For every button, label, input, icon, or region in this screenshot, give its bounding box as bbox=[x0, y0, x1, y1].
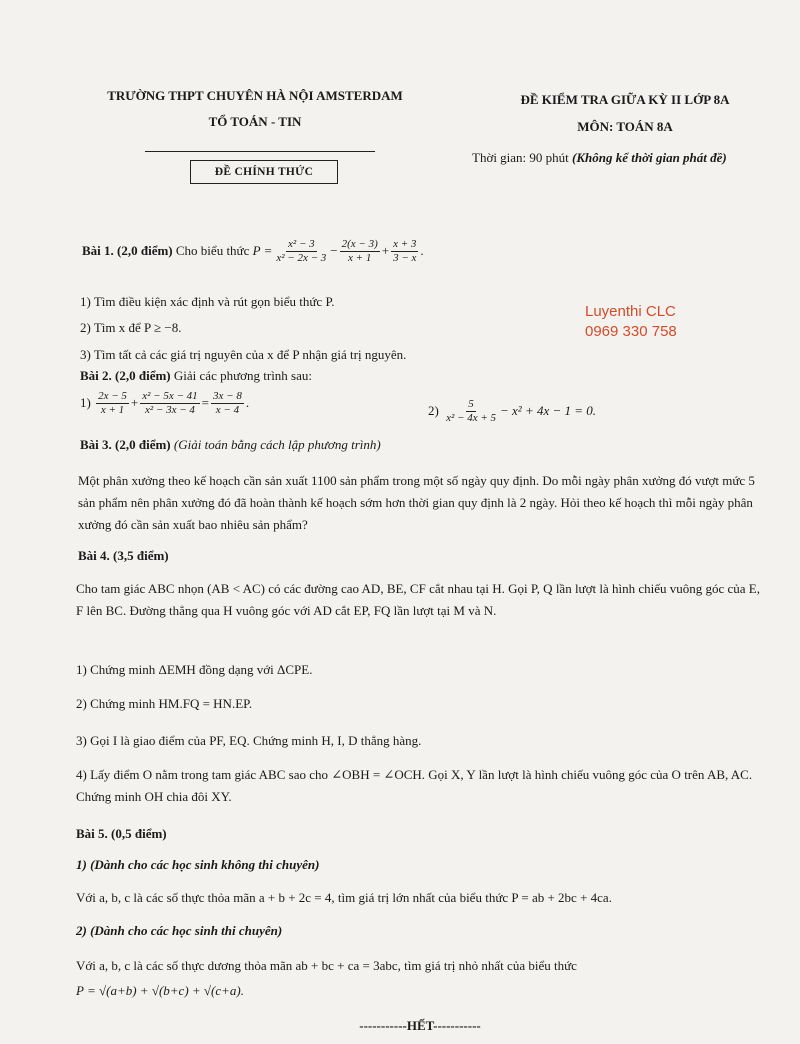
bai2-eq2-rest: − x² + 4x − 1 = 0. bbox=[500, 403, 597, 419]
bai2-eq2-label: 2) bbox=[428, 403, 439, 419]
bai1-intro: Cho biểu thức bbox=[175, 243, 250, 259]
time-note: (Không kể thời gian phát đề) bbox=[572, 150, 727, 165]
end-marker: -----------HẾT----------- bbox=[359, 1018, 481, 1033]
bai2-eq2 bbox=[428, 398, 596, 424]
bai2-eq1-end: . bbox=[245, 395, 250, 411]
department-name: TỔ TOÁN - TIN bbox=[208, 114, 302, 129]
bai1-op2: + bbox=[381, 243, 390, 259]
bai4-title: Bài 4. (3,5 điểm) bbox=[78, 548, 169, 563]
ad-line-1: Luyenthi CLC bbox=[585, 303, 676, 320]
bai1-f2-num: 2(x − 3) bbox=[341, 238, 378, 250]
bai2-eq1 bbox=[80, 390, 249, 416]
bai1-q2: 2) Tìm x để P ≥ −8. bbox=[80, 320, 182, 335]
bai3-title: Bài 3. (2,0 điểm) bbox=[80, 437, 171, 452]
bai2-eq2-f-num: 5 bbox=[468, 398, 474, 410]
bai2-eq1-f2-den: x² − 3x − 4 bbox=[145, 403, 195, 416]
bai1-f2-den: x + 1 bbox=[348, 251, 372, 264]
bai2-intro: Giải các phương trình sau: bbox=[173, 368, 312, 383]
bai1-P: P = bbox=[252, 243, 273, 259]
bai2-eq1-f1 bbox=[96, 390, 129, 416]
bai2-heading bbox=[80, 368, 312, 384]
subject-title: MÔN: TOÁN 8A bbox=[577, 119, 673, 134]
official-badge: ĐỀ CHÍNH THỨC bbox=[190, 160, 338, 184]
bai5-part2-label: 2) (Dành cho các học sinh thi chuyên) bbox=[76, 923, 283, 938]
bai2-eq1-label: 1) bbox=[80, 395, 91, 411]
time-line bbox=[472, 150, 727, 166]
bai4-q4: 4) Lấy điểm O nằm trong tam giác ABC sao cho ∠OBH = ∠OCH. Gọi X, Y lần lượt là hình chiếu vuông góc của O trên AB, AC. Chứng minh OH chia đôi XY. bbox=[76, 767, 753, 804]
bai1-f3-num: x + 3 bbox=[393, 238, 417, 250]
bai2-title: Bài 2. (2,0 điểm) bbox=[80, 368, 171, 383]
bai4-q3: 3) Gọi I là giao điểm của PF, EQ. Chứng minh H, I, D thẳng hàng. bbox=[76, 733, 422, 748]
bai2-eq1-f1-den: x + 1 bbox=[100, 403, 125, 416]
bai1-f1-num: x² − 3 bbox=[288, 238, 315, 250]
bai1-statement bbox=[82, 238, 424, 264]
bai1-fraction-3 bbox=[391, 238, 418, 264]
bai5-part1-label: 1) (Dành cho các học sinh không thi chuyên) bbox=[76, 857, 320, 872]
bai1-op1: − bbox=[330, 243, 338, 259]
bai1-f3-den: 3 − x bbox=[393, 251, 417, 264]
ad-line-2: 0969 330 758 bbox=[585, 323, 677, 340]
bai1-q3: 3) Tìm tất cả các giá trị nguyên của x để P nhận giá trị nguyên. bbox=[80, 347, 407, 362]
bai5-part2-body: Với a, b, c là các số thực dương thỏa mãn ab + bc + ca = 3abc, tìm giá trị nhỏ nhất của biểu thức bbox=[76, 958, 577, 973]
bai4-q2: 2) Chứng minh HM.FQ = HN.EP. bbox=[76, 696, 253, 711]
ad-watermark bbox=[585, 302, 677, 342]
bai3-body: Một phân xưởng theo kế hoạch cần sản xuất 1100 sản phẩm trong một số ngày quy định. Do mỗi ngày phân xưởng đó vượt mức 5 sản phẩm nên phân xưởng đó đã hoàn thành kế hoạch sớm hơn thời gian quy định là 2 ngày. Hỏi theo kế hoạch thì mỗi ngày phân xưởng đó cần sản xuất bao nhiêu sản phẩm? bbox=[78, 473, 755, 532]
bai2-eq1-f3-num: 3x − 8 bbox=[213, 390, 242, 402]
bai1-f1-den: x² − 2x − 3 bbox=[276, 251, 327, 264]
header-divider bbox=[145, 151, 375, 152]
bai2-eq1-f1-num: 2x − 5 bbox=[98, 390, 127, 402]
bai1-title: Bài 1. (2,0 điểm) bbox=[82, 243, 173, 259]
bai4-q1: 1) Chứng minh ΔEMH đồng dạng với ΔCPE. bbox=[76, 662, 313, 677]
bai2-eq2-f bbox=[444, 398, 498, 424]
bai2-eq1-eq: = bbox=[201, 395, 210, 411]
bai2-eq2-f-den: x² − 4x + 5 bbox=[446, 411, 497, 424]
bai1-fraction-2 bbox=[340, 238, 380, 264]
bai2-eq1-f2 bbox=[140, 390, 199, 416]
bai5-part2-expression: P = √(a+b) + √(b+c) + √(c+a). bbox=[76, 983, 245, 998]
bai5-part1-body: Với a, b, c là các số thực thỏa mãn a + b + 2c = 4, tìm giá trị lớn nhất của biểu thức P = ab + 2bc + 4ca. bbox=[76, 890, 612, 905]
exam-title: ĐỀ KIỂM TRA GIỮA KỲ II LỚP 8A bbox=[520, 92, 730, 107]
bai3-heading bbox=[80, 437, 381, 453]
bai1-q1: 1) Tìm điều kiện xác định và rút gọn biểu thức P. bbox=[80, 294, 335, 309]
bai1-end: . bbox=[420, 243, 424, 259]
bai4-body: Cho tam giác ABC nhọn (AB < AC) có các đường cao AD, BE, CF cắt nhau tại H. Gọi P, Q lần lượt là hình chiếu vuông góc của E, F lên BC. Đường thẳng qua H vuông góc với AD cắt EP, FQ lần lượt tại M và N. bbox=[76, 581, 760, 618]
bai2-eq1-plus: + bbox=[130, 395, 139, 411]
bai1-fraction-1 bbox=[274, 238, 328, 264]
bai2-eq1-f3 bbox=[211, 390, 244, 416]
time-label: Thời gian: 90 phút bbox=[472, 150, 569, 165]
bai2-eq1-f2-num: x² − 5x − 41 bbox=[142, 390, 198, 402]
bai2-eq1-f3-den: x − 4 bbox=[215, 403, 240, 416]
bai5-title: Bài 5. (0,5 điểm) bbox=[76, 826, 167, 841]
bai3-note: (Giải toán bằng cách lập phương trình) bbox=[173, 437, 381, 452]
school-name: TRƯỜNG THPT CHUYÊN HÀ NỘI AMSTERDAM bbox=[107, 88, 403, 103]
